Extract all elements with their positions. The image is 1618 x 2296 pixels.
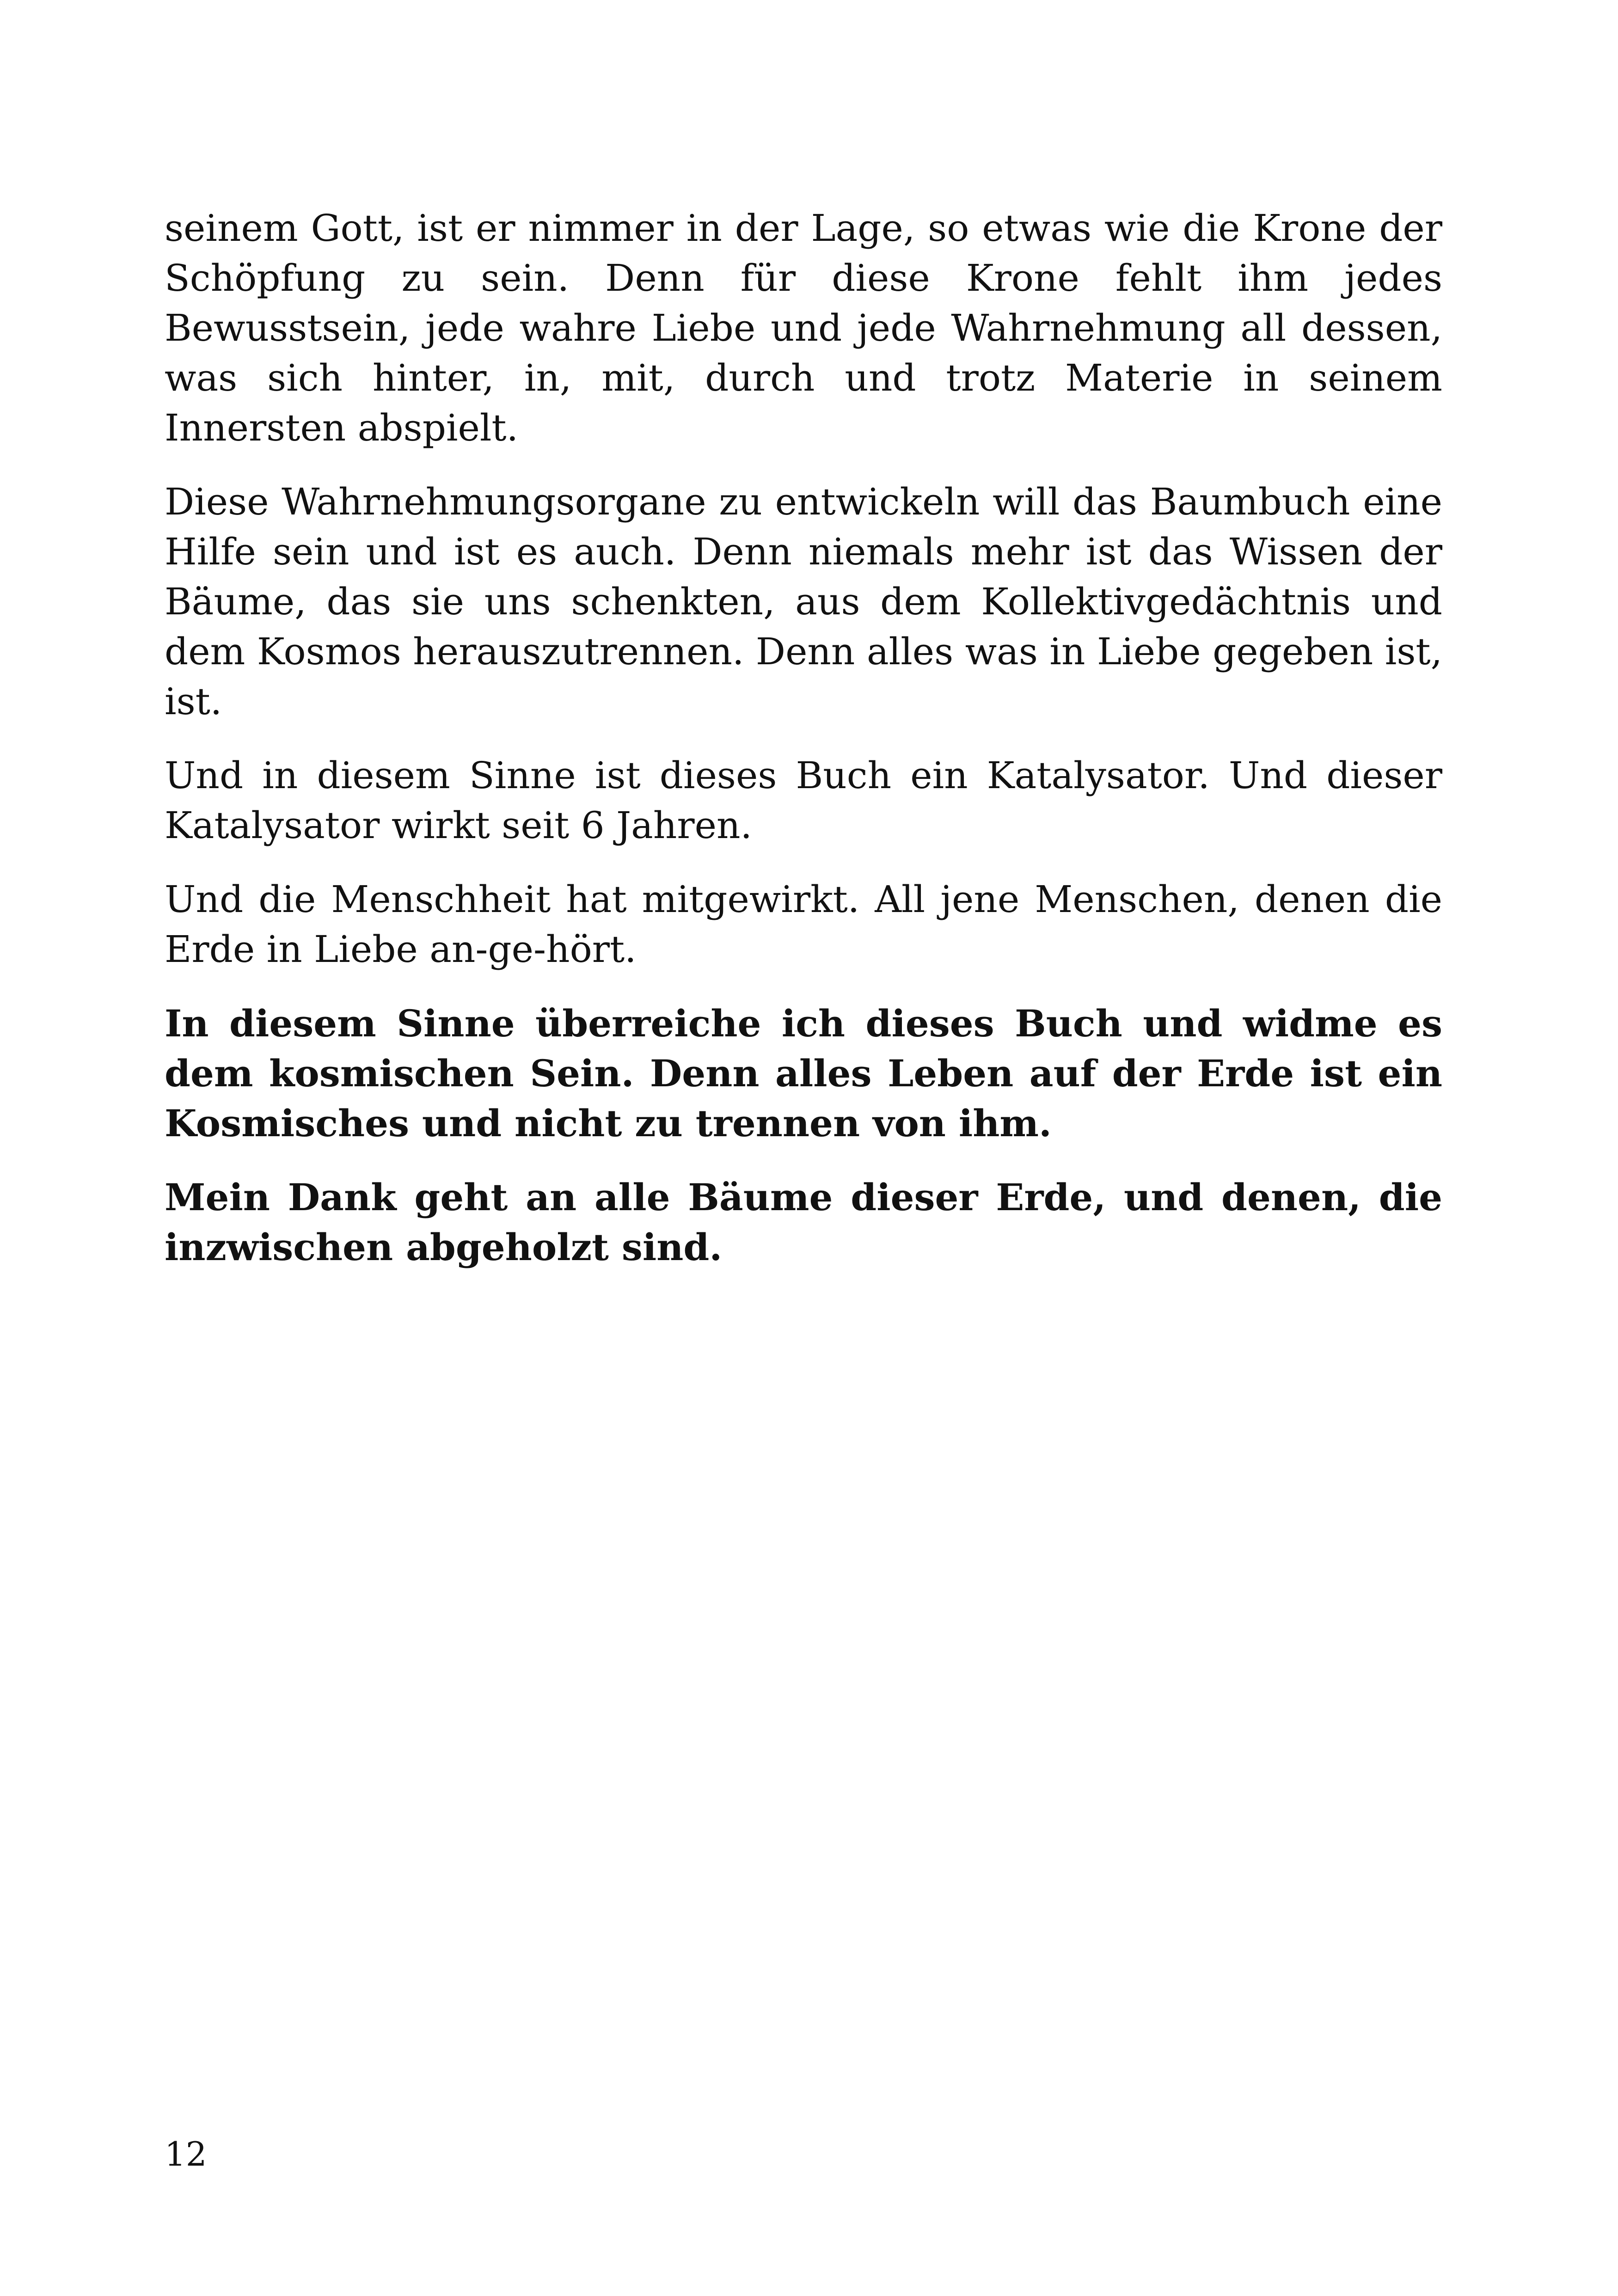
paragraph-3: Und in diesem Sinne ist dieses Buch ein Katalysator. Und dieser Katalysator wirkt seit 6 Jahren. bbox=[165, 754, 1442, 847]
body-text bbox=[165, 203, 1442, 1296]
paragraph-5-bold: In diesem Sinne überreiche ich dieses Buch und widme es dem kosmischen Sein. Denn alles Leben auf der Erde ist ein Kosmisches und nicht zu trennen von ihm. bbox=[165, 1002, 1442, 1145]
page-number: 12 bbox=[165, 2135, 207, 2174]
paragraph-2: Diese Wahrnehmungsorgane zu entwickeln will das Baumbuch eine Hilfe sein und ist es auch. Denn niemals mehr ist das Wissen der Bäume, das sie uns schenkten, aus dem Kollektivgedächtnis und dem Kosmos herauszutrennen. Denn alles was in Liebe gegeben ist, ist. bbox=[165, 480, 1442, 723]
paragraph-4: Und die Menschheit hat mitgewirkt. All jene Menschen, denen die Erde in Liebe an-ge-hört. bbox=[165, 878, 1442, 971]
paragraph-6-bold: Mein Dank geht an alle Bäume dieser Erde, und denen, die inzwischen abgeholzt sind. bbox=[165, 1176, 1442, 1269]
paragraph-1: seinem Gott, ist er nimmer in der Lage, so etwas wie die Krone der Schöpfung zu sein. Denn für diese Krone fehlt ihm jedes Bewusstsein, jede wahre Liebe und jede Wahrnehmung all dessen, was sich hinter, in, mit, durch und trotz Materie in seinem Innersten abspielt. bbox=[165, 207, 1442, 449]
